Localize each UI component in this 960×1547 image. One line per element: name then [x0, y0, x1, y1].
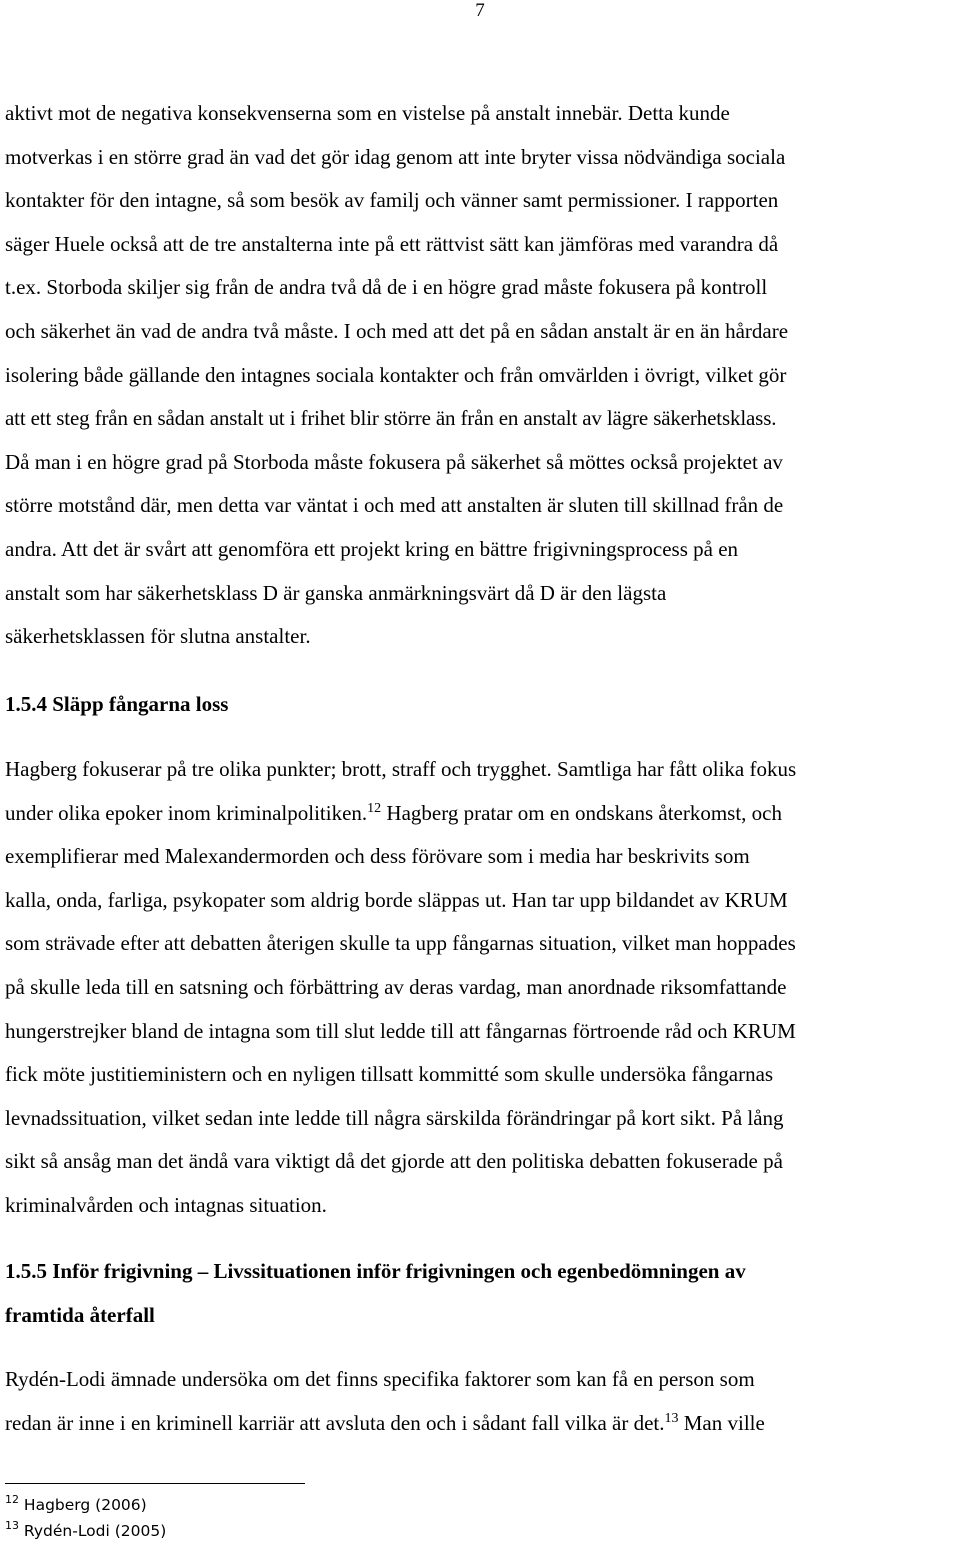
text-segment: Man ville	[678, 1410, 765, 1435]
text-line: motverkas i en större grad än vad det gör idag genom att inte bryter vissa nödvändiga sociala	[5, 144, 786, 169]
text-line: kriminalvården och intagnas situation.	[5, 1192, 327, 1217]
body-paragraph-3	[5, 1358, 955, 1445]
page-number: 7	[475, 0, 485, 21]
text-line: anstalt som har säkerhetsklass D är ganska anmärkningsvärt då D är den lägsta	[5, 580, 667, 605]
text-line: och säkerhet än vad de andra två måste. I och med att det på en sådan anstalt är en än hårdare	[5, 318, 789, 343]
footnote-text: Rydén-Lodi (2005)	[19, 1522, 167, 1540]
text-line: sikt så ansåg man det ändå vara viktigt då det gjorde att den politiska debatten fokuserade på	[5, 1149, 783, 1174]
text-line: isolering både gällande den intagnes sociala kontakter och från omvärlden i övrigt, vilket gör	[5, 362, 787, 387]
section-heading-1-5-5	[5, 1250, 955, 1337]
body-paragraph-2	[5, 748, 955, 1228]
footnote-reference-13: 13	[664, 1410, 679, 1426]
text-line: fick möte justitieministern och en nyligen tillsatt kommitté som skulle undersöka fångarnas	[5, 1062, 774, 1087]
text-line: aktivt mot de negativa konsekvenserna som en vistelse på anstalt innebär. Detta kunde	[5, 101, 730, 125]
section-heading-1-5-4: 1.5.4 Släpp fångarna loss	[5, 692, 229, 716]
footnotes	[5, 1492, 166, 1544]
body-paragraph-1	[5, 92, 955, 659]
text-segment: redan är inne i en kriminell karriär att avsluta den och i sådant fall vilka är det.	[5, 1410, 665, 1435]
text-line: säkerhetsklassen för slutna anstalter.	[5, 624, 311, 649]
heading-line: framtida återfall	[5, 1302, 155, 1327]
text-line: Hagberg fokuserar på tre olika punkter; brott, straff och trygghet. Samtliga har fått olika fokus	[5, 757, 797, 781]
text-line: hungerstrejker bland de intagna som till slut ledde till att fångarnas förtroende råd och KRUM	[5, 1018, 796, 1043]
footnote-reference-12: 12	[367, 800, 382, 816]
text-segment: under olika epoker inom kriminalpolitiken.	[5, 800, 368, 825]
text-line: Rydén-Lodi ämnade undersöka om det finns specifika faktorer som kan få en person som	[5, 1367, 755, 1391]
footnote-number: 12	[5, 1493, 19, 1506]
text-line: säger Huele också att de tre anstalterna inte på ett rättvist sätt kan jämföras med varandra då	[5, 231, 779, 256]
footnote-12	[5, 1492, 166, 1518]
footnote-13	[5, 1518, 166, 1544]
text-line: att ett steg från en sådan anstalt ut i frihet blir större än från en anstalt av lägre säkerhetsklass.	[5, 406, 777, 431]
footnote-separator	[5, 1483, 305, 1484]
text-line: kontakter för den intagne, så som besök av familj och vänner samt permissioner. I rapporten	[5, 188, 779, 213]
footnote-number: 13	[5, 1519, 19, 1532]
text-line: levnadssituation, vilket sedan inte ledde till några särskilda förändringar på kort sikt. På lång	[5, 1105, 784, 1130]
text-segment: Hagberg pratar om en ondskans återkomst, och	[381, 800, 783, 825]
text-line: t.ex. Storboda skiljer sig från de andra två då de i en högre grad måste fokusera på kontroll	[5, 275, 768, 300]
text-line: Då man i en högre grad på Storboda måste fokusera på säkerhet så möttes också projektet av	[5, 449, 783, 474]
footnote-text: Hagberg (2006)	[19, 1496, 147, 1514]
text-line: exemplifierar med Malexandermorden och dess förövare som i media har beskrivits som	[5, 844, 750, 869]
text-line: större motstånd där, men detta var väntat i och med att anstalten är sluten till skillnad från de	[5, 493, 784, 518]
text-line: andra. Att det är svårt att genomföra ett projekt kring en bättre frigivningsprocess på en	[5, 536, 739, 561]
text-line: kalla, onda, farliga, psykopater som aldrig borde släppas ut. Han tar upp bildandet av KRUM	[5, 887, 788, 912]
heading-line: 1.5.5 Inför frigivning – Livssituationen inför frigivningen och egenbedömningen av	[5, 1259, 746, 1283]
text-line: på skulle leda till en satsning och förbättring av deras vardag, man anordnade riksomfattande	[5, 974, 787, 999]
text-line	[5, 792, 955, 836]
text-line	[5, 1402, 955, 1446]
text-line: som strävade efter att debatten återigen skulle ta upp fångarnas situation, vilket man hoppades	[5, 931, 796, 956]
